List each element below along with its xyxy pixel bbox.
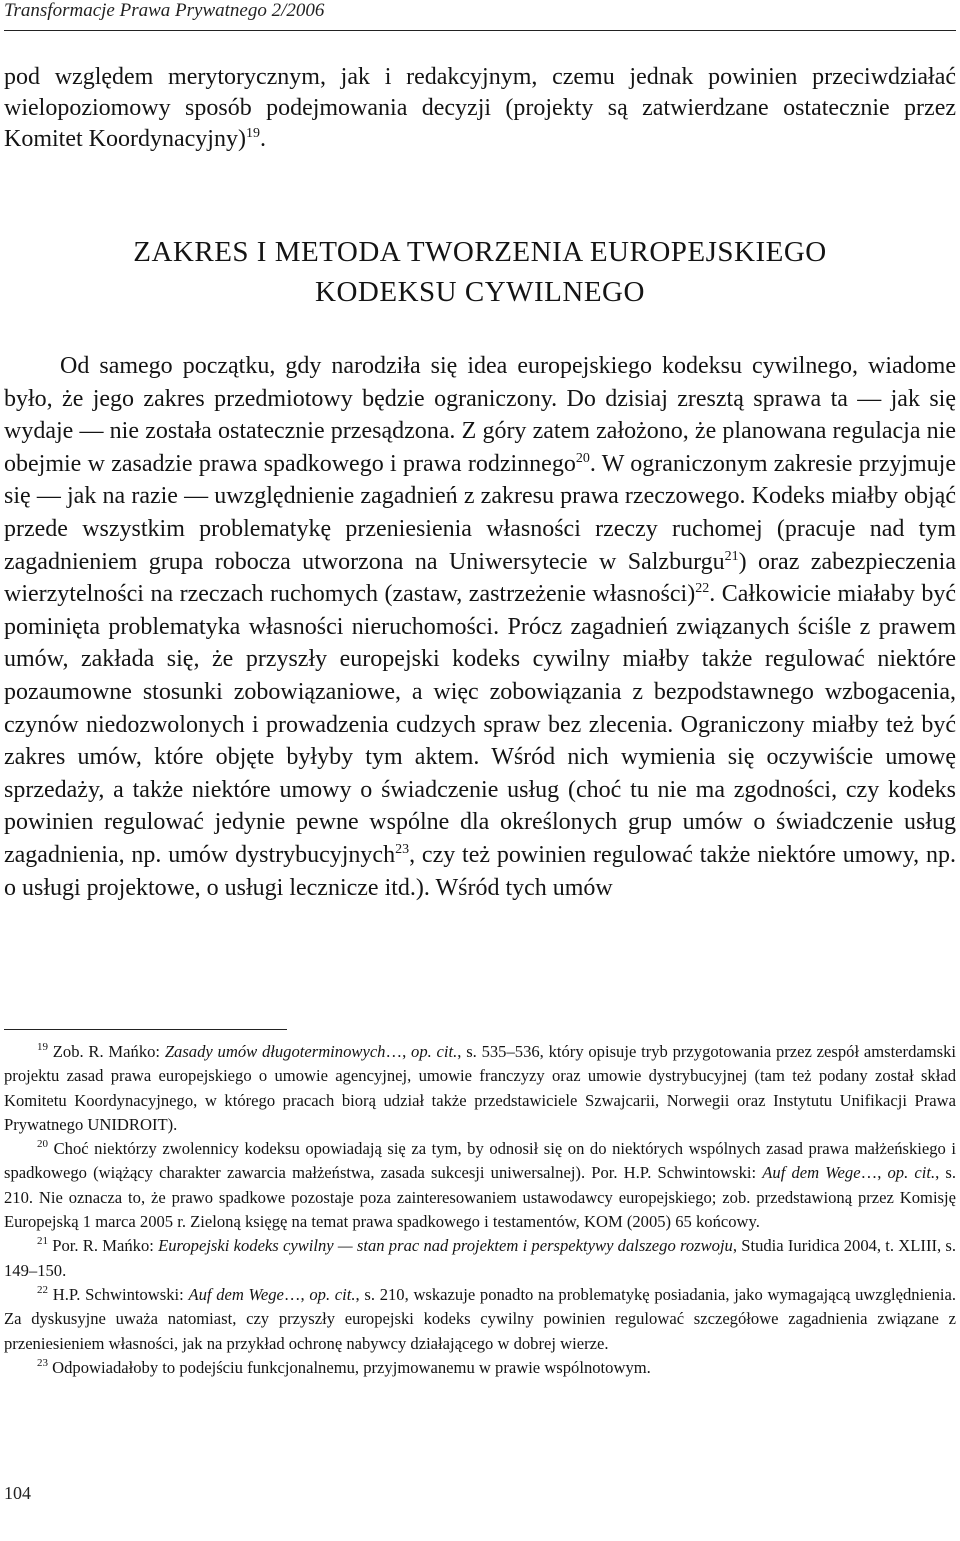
running-head: Transformacje Prawa Prywatnego 2/2006 — [4, 0, 325, 21]
body-segment-1: Od samego początku, gdy narodziła się idea europejskiego kodeksu cywilnego, wiadome było, że jego zakres przedmiotowy będzie ograniczony. Do dzisiaj zresztą sprawa ta — jak się wydaje — nie została ostatecznie przesądzona. Z góry zatem założono, że planowana regulacja nie obejmie w zasadzie prawa spadkowego i prawa rodzinnego — [4, 353, 956, 477]
section-heading — [4, 232, 956, 312]
body-paragraph — [4, 350, 956, 904]
footnote-22 — [4, 1283, 956, 1356]
footnote-number: 23 — [37, 1356, 48, 1369]
footnote-ref-23[interactable]: 23 — [395, 841, 410, 857]
cited-title: Auf dem Wege — [762, 1163, 861, 1183]
footnote-text: H.P. Schwintowski: — [52, 1284, 189, 1304]
body-segment-3: ) oraz zabezpieczenia wierzytelności na rzeczach ruchomych (zastaw, zastrzeżenie własności) — [4, 548, 956, 608]
op-cit: op. cit. — [887, 1163, 936, 1183]
heading-line-1: ZAKRES I METODA TWORZENIA EUROPEJSKIEGO — [133, 236, 827, 268]
footnote-text: , s. 535–536, który opisuje tryb przygotowania przez zespół amsterdamski projektu zasad prawa europejskiego o umowie agencyjnej, umowie franczyzy oraz umowie dystrybucyjnej (tam też podany został skład Komitetu Koordynacyjnego, w którego pracach biorą udział także przedstawiciele Szwajcarii, Norwegii oraz Instytutu Unifikacji Prawa Prywatnego UNIDROIT). — [4, 1042, 957, 1134]
footnote-19 — [4, 1040, 956, 1137]
cited-title: Auf dem Wege — [188, 1284, 284, 1304]
body-segment-2: . W ograniczonym zakresie przyjmuje się — jak na razie — uwzględnienie zagadnień z zakresu prawa rzeczowego. Kodeks miałby objąć przede wszystkim problematykę przeniesienia własności rzeczy ruchomej (pracuje nad tym zagadnieniem grupa robocza utworzona na Uniwersytecie w Salzburgu — [4, 450, 957, 575]
body-text — [4, 350, 956, 904]
footnotes — [4, 1040, 956, 1380]
footnote-number: 21 — [37, 1235, 48, 1248]
footnote-text: , s. 210. Nie oznacza to, że prawo spadkowe pozostaje poza zainteresowaniem ustawodawcy europejskiego; zob. przedstawioną przez Komisję Europejską 1 marca 2005 r. Zieloną księgę na temat prawa spadkowego i testamentów, KOM (2005) 65 końcowy. — [4, 1163, 957, 1232]
footnote-text: , Studia Iuridica 2004, t. XLIII, s. 149–150. — [4, 1236, 956, 1280]
footnote-text: …, — [283, 1284, 310, 1304]
footnote-number: 22 — [37, 1283, 48, 1296]
footnote-ref-20[interactable]: 20 — [575, 450, 590, 466]
footnote-text: , s. 210, wskazuje ponadto na problematykę posiadania, jako wymagającą uwzględnienia. Za dyskusyjne uważa natomiast, czy przyszły europejski kodeks cywilny powinien regulować szczegółowe zagadnienia związane z przeniesieniem własności, jak na przykład ochronę nabywcy działającego w dobrej wierze. — [4, 1284, 956, 1353]
footnote-text: …, — [860, 1163, 888, 1183]
footnote-separator — [4, 1029, 287, 1030]
intro-paragraph — [4, 62, 956, 155]
cited-title: Europejski kodeks cywilny — stan prac nad projektem i perspektywy dalszego rozwoju — [158, 1236, 733, 1256]
body-segment-5: , czy też powinien regulować także niektóre umowy, np. o usługi projektowe, o usługi lecznicze itd.). Wśród tych umów — [4, 841, 956, 901]
footnote-ref-19[interactable]: 19 — [245, 126, 260, 141]
op-cit: op. cit. — [309, 1284, 356, 1304]
footnote-ref-22[interactable]: 22 — [695, 581, 710, 597]
footnote-text: …, — [385, 1042, 412, 1061]
heading-line-2: KODEKSU CYWILNEGO — [315, 276, 645, 308]
intro-end: . — [259, 126, 266, 152]
footnote-number: 19 — [37, 1041, 48, 1053]
footnote-number: 20 — [37, 1138, 48, 1151]
header-rule — [4, 30, 956, 31]
intro-text: pod względem merytorycznym, jak i redakcyjnym, czemu jednak powinien przeciwdziałać wielopoziomowy sposób podejmowania decyzji (projekty są zatwierdzane ostatecznie przez Komitet Koordynacyjny) — [4, 64, 956, 152]
page-number: 104 — [4, 1483, 31, 1503]
footnote-21 — [4, 1234, 956, 1283]
footnote-20 — [4, 1137, 956, 1234]
footnote-text: Zob. R. Mańko: — [52, 1042, 165, 1061]
body-segment-4: . Całkowicie miałaby być pominięta problematyka własności nieruchomości. Prócz zagadnień związanych ściśle z prawem umów, zakłada się, że przyszły europejski kodeks cywilny miałby także regulować niektóre pozaumowne stosunki zobowiązaniowe, a więc zobowiązania z bezpodstawnego wzbogacenia, czynów niedozwolonych i prowadzenia cudzych spraw bez zlecenia. Ograniczony miałby też być zakres umów, które objęte byłyby tym aktem. Wśród nich wymienia się oczywiście umowę sprzedaży, a także niektóre umowy o świadczenie usług (choć tu nie ma zgodności, czy kodeks powinien regulować jedynie pewne wspólne dla określonych grup umów o świadczenie usług zagadnienia, np. umów dystrybucyjnych — [4, 581, 957, 868]
footnote-23 — [4, 1356, 956, 1380]
footnote-text: Choć niektórzy zwolennicy kodeksu opowiadają się za tym, by odnosił się on do niektórych wspólnych zasad prawa małżeńskiego i spadkowego (wiążący charakter zawarcia małżeństwa, zasada sukcesji uniwersalnej). Por. H.P. Schwintowski: — [4, 1139, 956, 1183]
footnote-ref-21[interactable]: 21 — [724, 548, 739, 564]
footnote-text: Por. R. Mańko: — [52, 1236, 159, 1256]
footnote-text: Odpowiadałoby to podejściu funkcjonalnemu, przyjmowanemu w prawie wspólnotowym. — [52, 1357, 651, 1377]
cited-title: Zasady umów długoterminowych — [164, 1042, 386, 1061]
op-cit: op. cit. — [411, 1042, 458, 1061]
